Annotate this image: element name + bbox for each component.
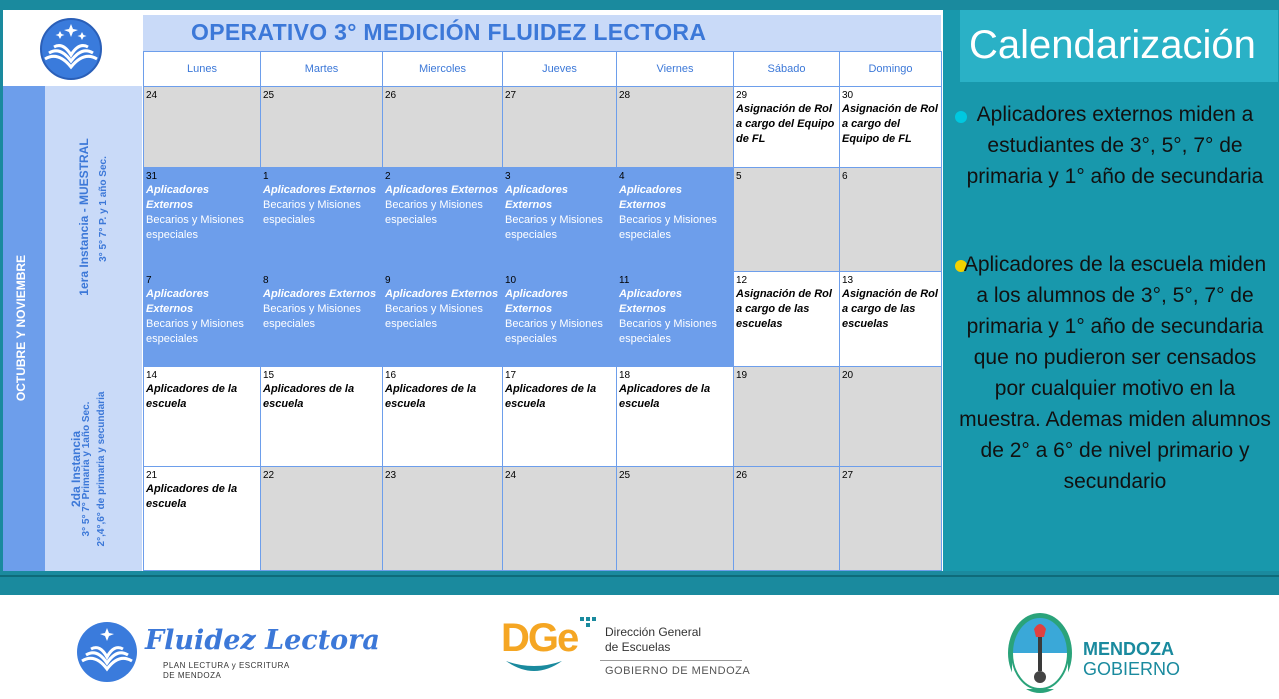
week-row	[144, 272, 942, 367]
event-label: Aplicadores Externos	[619, 184, 682, 211]
event-label: Aplicadores Externos	[263, 184, 377, 196]
day-cell	[734, 87, 840, 168]
day-number: 26	[736, 470, 748, 481]
week-row	[144, 367, 942, 467]
dge-swoosh-icon	[506, 659, 562, 679]
day-number: 26	[385, 90, 397, 101]
day-number: 13	[842, 275, 854, 286]
day-number: 5	[736, 171, 742, 182]
day-cell	[261, 367, 383, 467]
day-cell	[617, 272, 734, 367]
weekday-header: Domingo	[840, 52, 942, 87]
week-row	[144, 168, 942, 272]
day-number: 1	[263, 171, 269, 182]
calendar-title: OPERATIVO 3° MEDICIÓN FLUIDEZ LECTORA	[191, 19, 707, 45]
dge-dots-icon	[580, 617, 596, 629]
footer	[0, 595, 1279, 699]
dge-divider	[600, 660, 742, 661]
day-number: 29	[736, 90, 748, 101]
day-cell	[617, 168, 734, 272]
fluidez-footer-logo-icon	[76, 621, 138, 683]
event-detail: Becarios y Misiones especiales	[505, 318, 603, 345]
event-detail: Becarios y Misiones especiales	[385, 199, 483, 226]
logo-cell	[3, 15, 142, 85]
fluidez-book-logo-icon	[3, 15, 142, 85]
dge-line-3: GOBIERNO DE MENDOZA	[605, 665, 751, 677]
dge-line-2: de Escuelas	[605, 640, 671, 654]
event-detail: Becarios y Misiones especiales	[385, 303, 483, 330]
fluidez-wordmark: Fluidez Lectora	[145, 625, 380, 656]
event-detail: Becarios y Misiones especiales	[146, 214, 244, 241]
event-detail: Becarios y Misiones especiales	[505, 214, 603, 241]
event-detail: Becarios y Misiones especiales	[263, 199, 361, 226]
top-accent-bar	[0, 0, 1279, 10]
day-number: 19	[736, 370, 748, 381]
day-cell	[144, 272, 261, 367]
day-number: 25	[619, 470, 631, 481]
day-cell	[503, 367, 617, 467]
event-label: Aplicadores de la escuela	[385, 383, 477, 410]
day-number: 28	[619, 90, 631, 101]
panel-heading-box	[960, 10, 1278, 82]
weekday-header-row	[144, 52, 942, 87]
calendar-grid	[143, 51, 942, 571]
mendoza-line-2: GOBIERNO	[1083, 659, 1181, 679]
instance2-subtitle-2: 2°,4°,6° de primaria y secundaria	[96, 391, 107, 547]
day-number: 3	[505, 171, 511, 182]
day-number: 22	[263, 470, 275, 481]
day-number: 20	[842, 370, 854, 381]
event-label: Asignación de Rol a cargo de las escuelas	[736, 288, 832, 330]
event-label: Asignación de Rol a cargo de las escuelas	[842, 288, 938, 330]
mendoza-shield-icon	[1004, 609, 1076, 695]
fluidez-sub-2: DE MENDOZA	[163, 671, 222, 680]
day-number: 31	[146, 171, 158, 182]
event-label: Aplicadores de la escuela	[505, 383, 597, 410]
weekday-header: Sábado	[734, 52, 840, 87]
day-number: 24	[146, 90, 158, 101]
day-cell	[261, 87, 383, 168]
day-cell	[383, 87, 503, 168]
week-row	[144, 467, 942, 571]
day-cell	[144, 87, 261, 168]
day-cell	[734, 467, 840, 571]
day-cell	[503, 168, 617, 272]
instance1-band	[45, 86, 142, 365]
day-number: 6	[842, 171, 848, 182]
event-label: Aplicadores Externos	[263, 288, 377, 300]
event-detail: Becarios y Misiones especiales	[263, 303, 361, 330]
day-number: 27	[842, 470, 854, 481]
day-cell	[734, 367, 840, 467]
day-number: 21	[146, 470, 158, 481]
weekday-header: Martes	[261, 52, 383, 87]
day-cell	[503, 87, 617, 168]
instance2-subtitle-1: 3° 5° 7° Primaria y 1año Sec.	[81, 401, 92, 537]
weekday-header: Lunes	[144, 52, 261, 87]
event-detail: Becarios y Misiones especiales	[146, 318, 244, 345]
event-label: Aplicadores de la escuela	[146, 483, 238, 510]
day-cell	[383, 367, 503, 467]
event-label: Aplicadores Externos	[385, 184, 499, 196]
instance2-title: 2da Instancia	[69, 430, 83, 508]
day-cell	[144, 168, 261, 272]
day-cell	[840, 367, 942, 467]
day-number: 12	[736, 275, 748, 286]
event-label: Aplicadores Externos	[385, 288, 499, 300]
day-cell	[144, 367, 261, 467]
weekday-header: Viernes	[617, 52, 734, 87]
day-cell	[734, 272, 840, 367]
day-number: 17	[505, 370, 517, 381]
event-detail: Becarios y Misiones especiales	[619, 214, 717, 241]
dge-mark: DGe	[501, 616, 578, 660]
panel-paragraph-1: Aplicadores externos miden a estudiantes de 3°, 5°, 7° de primaria y 1° año de secundaria	[966, 103, 1264, 188]
calendar-title-bar	[143, 15, 941, 51]
day-cell	[503, 272, 617, 367]
event-label: Aplicadores de la escuela	[146, 383, 238, 410]
day-number: 24	[505, 470, 517, 481]
mendoza-line-1: MENDOZA	[1083, 639, 1174, 659]
day-number: 23	[385, 470, 397, 481]
day-cell	[840, 467, 942, 571]
day-cell	[617, 367, 734, 467]
day-cell	[617, 467, 734, 571]
day-number: 14	[146, 370, 158, 381]
day-number: 2	[385, 171, 391, 182]
day-cell	[261, 168, 383, 272]
day-number: 10	[505, 275, 517, 286]
day-number: 16	[385, 370, 397, 381]
months-label: OCTUBRE Y NOVIEMBRE	[14, 254, 28, 402]
day-number: 8	[263, 275, 269, 286]
event-label: Aplicadores Externos	[505, 288, 568, 315]
instance1-title: 1era Instancia - MUESTRAL	[77, 138, 91, 296]
side-months-band	[3, 86, 45, 571]
day-number: 15	[263, 370, 275, 381]
day-cell	[503, 467, 617, 571]
day-number: 30	[842, 90, 854, 101]
event-label: Aplicadores Externos	[619, 288, 682, 315]
event-label: Aplicadores Externos	[146, 288, 209, 315]
day-cell	[383, 168, 503, 272]
fluidez-sub-1: PLAN LECTURA y ESCRITURA	[163, 661, 290, 670]
event-detail: Becarios y Misiones especiales	[619, 318, 717, 345]
panel-heading: Calendarización	[969, 23, 1256, 67]
day-cell	[144, 467, 261, 571]
day-cell	[734, 168, 840, 272]
day-number: 11	[619, 275, 630, 286]
instance1-subtitle: 3° 5° 7° P. y 1 año Sec.	[98, 156, 109, 262]
day-cell	[261, 467, 383, 571]
day-cell	[617, 87, 734, 168]
instance2-band	[45, 365, 142, 571]
day-cell	[840, 272, 942, 367]
day-cell	[840, 168, 942, 272]
day-number: 7	[146, 275, 152, 286]
day-cell	[383, 272, 503, 367]
event-label: Asignación de Rol a cargo del Equipo de FL	[736, 103, 835, 145]
day-number: 27	[505, 90, 517, 101]
event-label: Asignación de Rol a cargo del Equipo de FL	[842, 103, 938, 145]
dge-line-1: Dirección General	[605, 625, 702, 639]
weekday-header: Miercoles	[383, 52, 503, 87]
week-row	[144, 87, 942, 168]
event-label: Aplicadores de la escuela	[263, 383, 355, 410]
day-number: 4	[619, 171, 625, 182]
event-label: Aplicadores Externos	[146, 184, 209, 211]
event-label: Aplicadores de la escuela	[619, 383, 711, 410]
day-cell	[383, 467, 503, 571]
day-number: 18	[619, 370, 631, 381]
event-label: Aplicadores Externos	[505, 184, 568, 211]
day-cell	[261, 272, 383, 367]
weekday-header: Jueves	[503, 52, 617, 87]
day-number: 25	[263, 90, 275, 101]
bottom-band	[0, 571, 1279, 595]
day-number: 9	[385, 275, 391, 286]
day-cell	[840, 87, 942, 168]
panel-paragraph-2: Aplicadores de la escuela miden a los alumnos de 3°, 5°, 7° de primaria y 1° año de secundaria que no pudieron ser censados por cualquier motivo en la muestra. Ademas miden alumnos de 2° a 6° de nivel primario y secundario	[959, 253, 1271, 493]
